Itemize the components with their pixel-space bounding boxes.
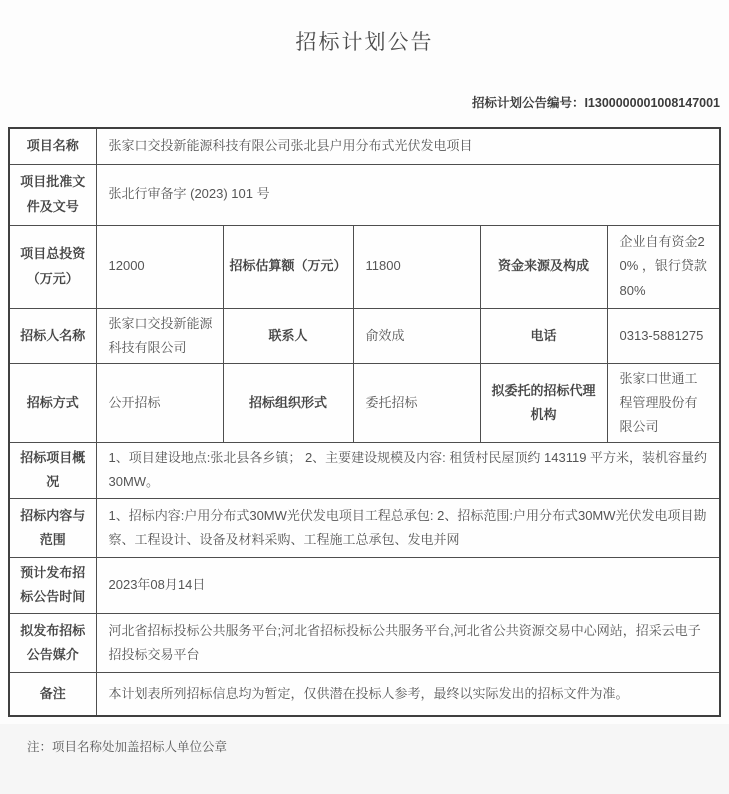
funding-value: 企业自有资金20% ，银行贷款80% (607, 225, 720, 308)
tenderer-value: 张家口交投新能源科技有限公司 (96, 308, 223, 363)
publish-time-label: 预计发布招标公告时间 (9, 557, 96, 613)
investment-value: 12000 (96, 225, 223, 308)
media-label: 拟发布招标公告媒介 (9, 613, 96, 672)
tenderer-label: 招标人名称 (9, 308, 96, 363)
footer-note: 注：项目名称处加盖招标人单位公章 (27, 740, 228, 755)
phone-value: 0313-5881275 (607, 308, 720, 363)
scope-label: 招标内容与范围 (9, 498, 96, 557)
project-name-value: 张家口交投新能源科技有限公司张北县户用分布式光伏发电项目 (96, 128, 720, 164)
approval-doc-value: 张北行审备字 (2023) 101 号 (96, 164, 720, 225)
table-row-method (9, 363, 720, 442)
table-row-scope (9, 498, 720, 557)
method-value: 公开招标 (96, 363, 223, 442)
table-row-overview (9, 442, 720, 498)
organization-form-label: 招标组织形式 (223, 363, 353, 442)
investment-label: 项目总投资（万元） (9, 225, 96, 308)
table-row-investment (9, 225, 720, 308)
footer-area (0, 724, 729, 794)
overview-label: 招标项目概况 (9, 442, 96, 498)
tender-plan-table (8, 127, 721, 717)
table-row-remarks (9, 672, 720, 716)
phone-label: 电话 (480, 308, 607, 363)
scope-value: 1、招标内容:户用分布式30MW光伏发电项目工程总承包: 2、招标范围:户用分布式30MW光伏发电项目勘察、工程设计、设备及材料采购、工程施工总承包、发电并网 (96, 498, 720, 557)
table-row-project-name (9, 128, 720, 164)
funding-label: 资金来源及构成 (480, 225, 607, 308)
contact-label: 联系人 (223, 308, 353, 363)
organization-form-value: 委托招标 (353, 363, 480, 442)
approval-doc-label: 项目批准文件及文号 (9, 164, 96, 225)
announcement-number: 招标计划公告编号：I1300000001008147001 (471, 96, 720, 110)
media-value: 河北省招标投标公共服务平台;河北省招标投标公共服务平台,河北省公共资源交易中心网站，招采云电子招投标交易平台 (96, 613, 720, 672)
agency-value: 张家口世通工程管理股份有限公司 (607, 363, 720, 442)
method-label: 招标方式 (9, 363, 96, 442)
table-row-approval-doc (9, 164, 720, 225)
publish-time-value: 2023年08月14日 (96, 557, 720, 613)
table-row-publish-time (9, 557, 720, 613)
project-name-label: 项目名称 (9, 128, 96, 164)
remarks-value: 本计划表所列招标信息均为暂定，仅供潜在投标人参考，最终以实际发出的招标文件为准。 (96, 672, 720, 716)
table-row-tenderer (9, 308, 720, 363)
estimate-label: 招标估算额（万元） (223, 225, 353, 308)
contact-value: 俞效成 (353, 308, 480, 363)
remarks-label: 备注 (9, 672, 96, 716)
page-title: 招标计划公告 (295, 31, 434, 54)
table-row-media (9, 613, 720, 672)
estimate-value: 11800 (353, 225, 480, 308)
agency-label: 拟委托的招标代理机构 (480, 363, 607, 442)
overview-value: 1、项目建设地点:张北县各乡镇； 2、主要建设规模及内容: 租赁村民屋顶约 143119 平方米，装机容量约30MW。 (96, 442, 720, 498)
